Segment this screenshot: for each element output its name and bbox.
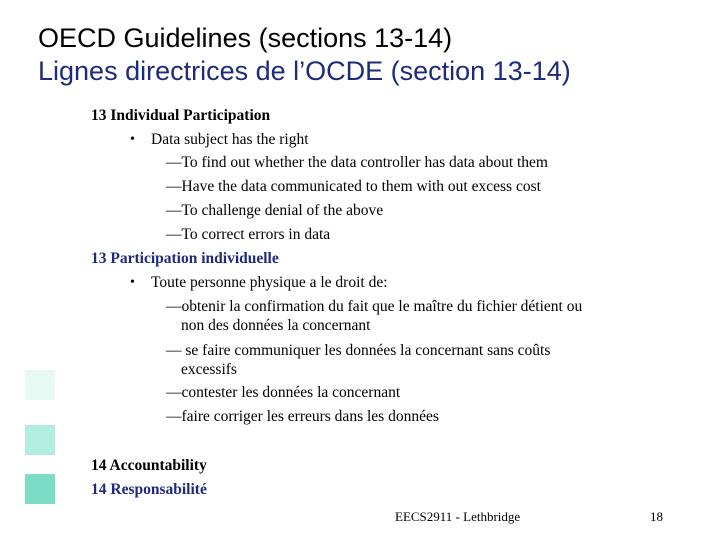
section13-en-heading: 13 Individual Participation xyxy=(91,107,271,124)
bullet-icon: • xyxy=(130,132,135,147)
bullet-icon: • xyxy=(130,275,135,290)
section13-en-item-2: —Have the data communicated to them with out excess cost xyxy=(166,178,541,195)
section14-en: 14 Accountability xyxy=(91,457,207,474)
section13-en-bullet: Data subject has the right xyxy=(151,131,309,148)
decorative-square-dark xyxy=(25,474,55,504)
section14-fr: 14 Responsabilité xyxy=(91,481,207,498)
section13-fr-item-1-line-1: —obtenir la confirmation du fait que le maître du fichier détient ou xyxy=(166,298,583,315)
decorative-square-light xyxy=(25,370,55,400)
footer-course: EECS2911 - Lethbridge xyxy=(395,509,521,524)
section13-en-item-3: —To challenge denial of the above xyxy=(166,202,384,219)
decorative-square-mid xyxy=(25,425,55,455)
section13-en-item-4: —To correct errors in data xyxy=(166,226,331,243)
section13-fr-item-4: —faire corriger les erreurs dans les données xyxy=(166,408,439,425)
section13-fr-item-2-line-2: excessifs xyxy=(181,361,237,378)
section13-fr-item-3: —contester les données la concernant xyxy=(166,384,401,401)
page-number: 18 xyxy=(650,509,663,524)
section13-fr-item-1-line-2: non des données la concernant xyxy=(181,317,371,334)
section13-en-item-1: —To find out whether the data controller has data about them xyxy=(166,154,548,171)
title-english: OECD Guidelines (sections 13-14) xyxy=(38,23,453,53)
title-french: Lignes directrices de l’OCDE (section 13-14) xyxy=(38,56,571,86)
section13-fr-bullet: Toute personne physique a le droit de: xyxy=(151,274,388,291)
section13-fr-heading: 13 Participation individuelle xyxy=(91,250,279,267)
section13-fr-item-2-line-1: — se faire communiquer les données la concernant sans coûts xyxy=(166,342,551,359)
